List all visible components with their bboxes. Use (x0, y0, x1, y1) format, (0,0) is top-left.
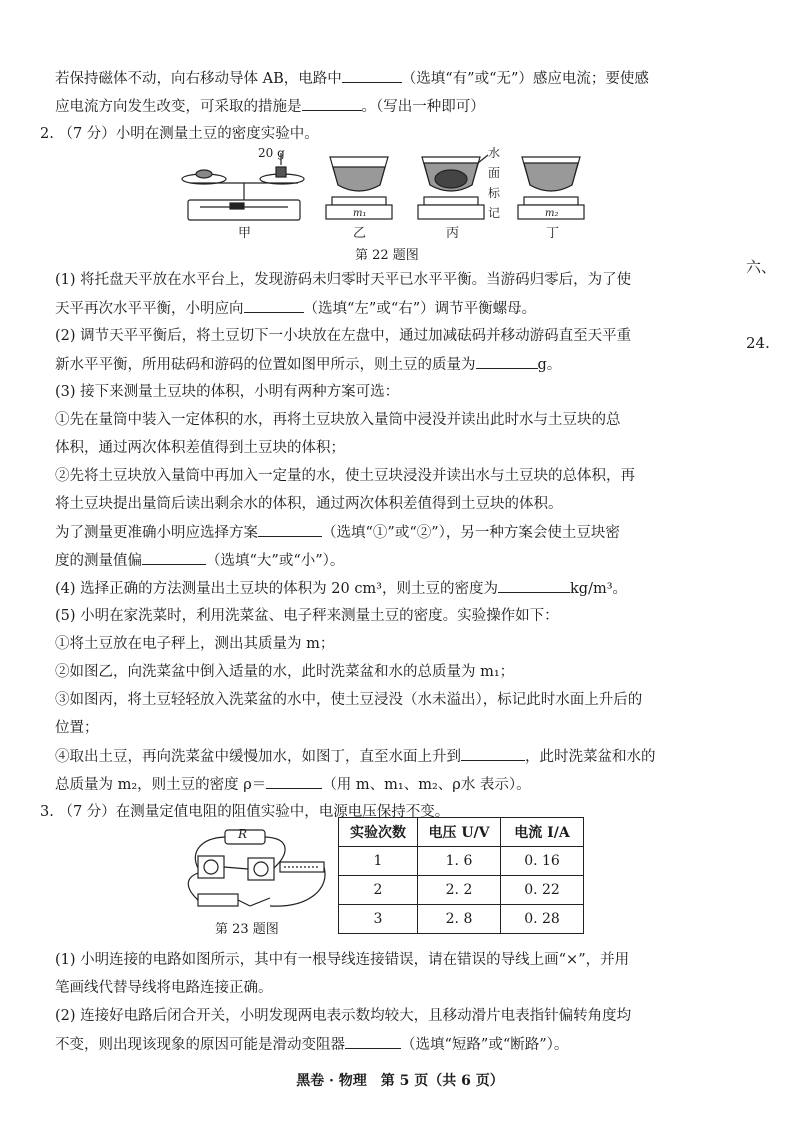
side-question-24: 24. (746, 334, 770, 352)
blank-q2-6[interactable] (461, 746, 525, 761)
q2-step-4-line2: 总质量为 m₂，则土豆的密度 ρ＝ （用 m、m₁、m₂、ρ水 表示）。 (55, 774, 531, 795)
label-yi: 乙 (353, 226, 367, 240)
blank-top-2[interactable] (302, 96, 362, 111)
header-voltage: 电压 U/V (418, 818, 501, 847)
q2-step-3-line1: ③如图丙，将土豆轻轻放入洗菜盆的水中，使土豆浸没（水未溢出），标记此时水面上升后的 (55, 692, 643, 708)
q2-p2-line2: 新水平平衡，所用砝码和游码的位置如图甲所示，则土豆的质量为 g。 (55, 354, 561, 375)
header-trial: 实验次数 (339, 818, 418, 847)
table-cell: 2. 8 (418, 905, 501, 934)
q2-p3-opt1-line2: 体积，通过两次体积差值得到土豆块的体积； (55, 440, 345, 456)
q3-p1-line1: (1) 小明连接的电路如图所示，其中有一根导线连接错误，请在错误的导线上画“×”，并用 (55, 952, 630, 968)
table-row (339, 876, 584, 905)
table-cell: 3 (339, 905, 418, 934)
q2-step-4-line1: ④取出土豆，再向洗菜盆中缓慢加水，如图丁，直至水面上升到 ，此时洗菜盆和水的 (55, 746, 656, 767)
q2-p5: (5) 小明在家洗菜时，利用洗菜盆、电子秤来测量土豆的密度。实验操作如下： (55, 608, 559, 624)
q2-step-3-line2: 位置； (55, 720, 99, 736)
scale-m1: m₁ (353, 208, 367, 219)
blank-q2-2[interactable] (476, 354, 538, 369)
q2-p3-choice-line1: 为了测量更准确小明应选择方案 （选填“①”或“②”），另一种方案会使土豆块密 (55, 522, 620, 543)
blank-q3-1[interactable] (345, 1034, 401, 1049)
switch-icon (250, 898, 270, 906)
q23-caption: 第 23 题图 (215, 922, 279, 937)
header-current: 电流 I/A (501, 818, 584, 847)
q2-step-2: ②如图乙，向洗菜盆中倒入适量的水，此时洗菜盆和水的总质量为 m₁； (55, 664, 515, 680)
ammeter-icon (248, 858, 274, 880)
weight-label: 20 g (258, 146, 285, 160)
circuit-figure (180, 828, 330, 918)
blank-top-1[interactable] (342, 68, 402, 83)
table-cell: 0. 28 (501, 905, 584, 934)
water-mark-3: 标 (488, 186, 501, 200)
blank-q2-7[interactable] (266, 774, 322, 789)
battery-icon (198, 894, 238, 906)
basin-bing (418, 155, 488, 219)
blank-q2-1[interactable] (244, 298, 304, 313)
blank-q2-4[interactable] (142, 550, 206, 565)
q2-p3-opt2-line2: 将土豆块提出量筒后读出剩余水的体积，通过两次体积差值得到土豆块的体积。 (55, 496, 563, 512)
data-table (338, 817, 584, 934)
side-section-six: 六、 (746, 258, 777, 276)
q2-p3-opt2-line1: ②先将土豆块放入量筒中再加入一定量的水，使土豆块浸没并读出水与土豆块的总体积，再 (55, 468, 635, 484)
voltmeter-icon (198, 856, 224, 878)
page-footer: 黑卷 · 物理 第 5 页（共 6 页） (296, 1073, 504, 1089)
q3-p2-line2: 不变，则出现该现象的原因可能是滑动变阻器 （选填“短路”或“断路”）。 (55, 1034, 568, 1055)
blank-q2-5[interactable] (498, 578, 570, 593)
table-cell: 2. 2 (418, 876, 501, 905)
q2-p1-line1: (1) 将托盘天平放在水平台上，发现游码未归零时天平已水平平衡。当游码归零后，为了使 (55, 272, 632, 288)
table-cell: 0. 22 (501, 876, 584, 905)
q2-p3: (3) 接下来测量土豆块的体积，小明有两种方案可选： (55, 384, 400, 400)
q22-figure (170, 145, 600, 240)
table-row (339, 905, 584, 934)
water-mark-2: 面 (488, 166, 501, 180)
q2-p3-choice-line2: 度的测量值偏 （选填“大”或“小”）。 (55, 550, 344, 571)
q3-p1-line2: 笔画线代替导线将电路连接正确。 (55, 980, 273, 996)
resistor-label: R (238, 828, 248, 841)
label-jia: 甲 (238, 226, 252, 240)
q3-p2-line1: (2) 连接好电路后闭合开关，小明发现两电表示数均较大，且移动滑片电表指针偏转角度均 (55, 1008, 632, 1024)
q22-caption: 第 22 题图 (355, 248, 419, 263)
q2-p1-line2: 天平再次水平平衡，小明应向 （选填“左”或“右”）调节平衡螺母。 (55, 298, 536, 319)
blank-q2-3[interactable] (258, 522, 322, 537)
q3-heading: 3. （7 分）在测量定值电阻的阻值实验中，电源电压保持不变。 (40, 804, 450, 820)
q2-p2-line1: (2) 调节天平平衡后，将土豆切下一小块放在左盘中，通过加减砝码并移动游码直至天平重 (55, 328, 632, 344)
q2-p3-opt1-line1: ①先在量筒中装入一定体积的水，再将土豆块放入量筒中浸没并读出此时水与土豆块的总 (55, 412, 621, 428)
scale-m2: m₂ (545, 208, 559, 219)
label-ding: 丁 (546, 226, 560, 240)
table-cell: 2 (339, 876, 418, 905)
top-line-1: 若保持磁体不动，向右移动导体 AB，电路中 （选填“有”或“无”）感应电流；要使感 (55, 68, 649, 89)
balance-figure (182, 153, 304, 220)
table-cell: 1 (339, 847, 418, 876)
table-row (339, 847, 584, 876)
label-bing: 丙 (446, 226, 460, 240)
q2-p4: (4) 选择正确的方法测量出土豆块的体积为 20 cm³，则土豆的密度为 kg/m³。 (55, 578, 627, 599)
table-header-row (339, 818, 584, 847)
q2-step-1: ①将土豆放在电子秤上，测出其质量为 m； (55, 636, 335, 652)
water-mark-4: 记 (488, 206, 501, 220)
top-line-2: 应电流方向发生改变，可采取的措施是 。（写出一种即可） (55, 96, 485, 117)
q2-heading: 2. （7 分）小明在测量土豆的密度实验中。 (40, 126, 319, 142)
water-mark-1: 水 (488, 146, 501, 160)
table-cell: 1. 6 (418, 847, 501, 876)
table-cell: 0. 16 (501, 847, 584, 876)
